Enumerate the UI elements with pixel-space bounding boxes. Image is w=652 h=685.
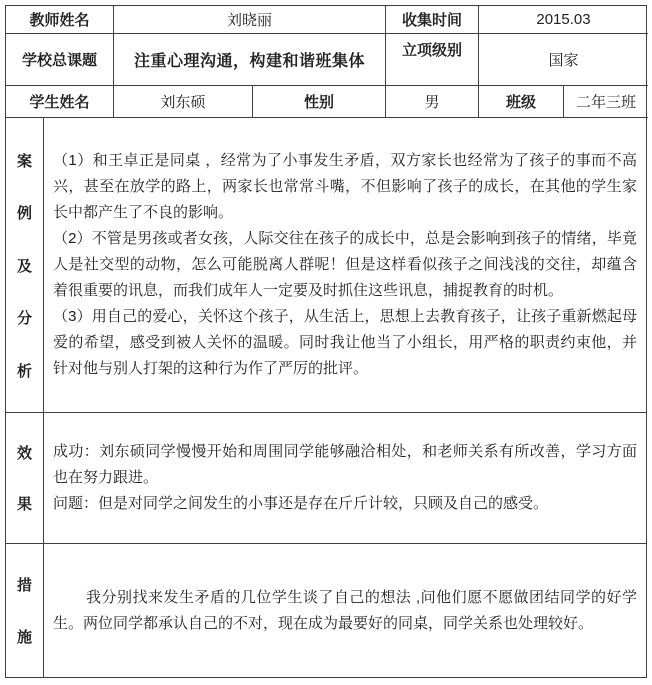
section-effect <box>6 413 646 544</box>
case-paragraph-2: （2）不管是男孩或者女孩，人际交往在孩子的成长中，总是会影响到孩子的情绪，毕竟人是社交型的动物，怎么可能脱离人群呢！但是这样看似孩子之间浅浅的交往，却蕴含着很重要的讯息，而我们成年人一定要及时抓住这些讯息，捕捉教育的时机。 <box>53 230 637 299</box>
project-level-label: 立项级别 <box>386 34 479 86</box>
class-label: 班级 <box>479 86 564 118</box>
section-case-analysis <box>6 118 646 413</box>
measure-title-char: 施 <box>16 628 32 646</box>
measure-title-char: 措 <box>16 577 32 595</box>
header-row-topic <box>6 34 646 86</box>
effect-text <box>44 413 646 544</box>
teacher-name-label: 教师姓名 <box>6 6 114 34</box>
case-paragraph-3: （3）用自己的爱心，关怀这个孩子，从生活上，思想上去教育孩子，让孩子重新燃起母爱的希望，感受到被人关怀的温暖。同时我让他当了小组长，用严格的职责约束他，并针对他与别人打架的这种行为作了严厉的批评。 <box>53 308 637 377</box>
section-effect-title <box>6 413 44 544</box>
case-title-char: 案 <box>16 152 32 170</box>
effect-title-char: 效 <box>16 445 32 463</box>
section-measures-title <box>6 544 44 677</box>
teacher-name-value: 刘晓丽 <box>114 6 386 34</box>
effect-title-char: 果 <box>16 495 32 513</box>
collect-time-value: 2015.03 <box>479 6 648 34</box>
project-level-value: 国家 <box>479 34 648 86</box>
case-title-char: 分 <box>16 310 32 327</box>
collect-time-label: 收集时间 <box>386 6 479 34</box>
gender-value: 男 <box>386 86 479 118</box>
effect-problem-line: 问题：但是对同学之间发生的小事还是存在斤斤计较，只顾及自己的感受。 <box>53 495 549 512</box>
case-analysis-text <box>44 118 646 413</box>
measures-text <box>44 544 646 677</box>
header-row-teacher <box>6 6 646 34</box>
student-name-value: 刘东硕 <box>114 86 253 118</box>
case-record-form <box>5 5 647 678</box>
header-row-student <box>6 86 646 118</box>
effect-success-line: 成功：刘东硕同学慢慢开始和周围同学能够融洽相处，和老师关系有所改善，学习方面也在努力跟进。 <box>53 443 637 486</box>
section-measures <box>6 544 646 677</box>
section-case-analysis-title <box>6 118 44 413</box>
student-name-label: 学生姓名 <box>6 86 114 118</box>
measure-paragraph: 我分别找来发生矛盾的几位学生谈了自己的想法 ,问他们愿不愿做团结同学的好学生。两位同学都承认自己的不对，现在成为最要好的同桌，同学关系也处理较好。 <box>53 588 637 632</box>
case-title-char: 例 <box>16 205 32 222</box>
school-topic-value: 注重心理沟通，构建和谐班集体 <box>114 34 386 86</box>
case-title-char: 析 <box>16 362 32 380</box>
gender-label: 性别 <box>253 86 386 118</box>
class-value: 二年三班 <box>564 86 648 118</box>
case-title-char: 及 <box>16 257 32 275</box>
school-topic-label: 学校总课题 <box>6 34 114 86</box>
case-paragraph-1: （1）和王卓正是同桌 ，经常为了小事发生矛盾，双方家长也经常为了孩子的事而不高兴，甚至在放学的路上，两家长也常常斗嘴，不但影响了孩子的成长，在其他的学生家长中都产生了不良的影响。 <box>53 152 637 221</box>
